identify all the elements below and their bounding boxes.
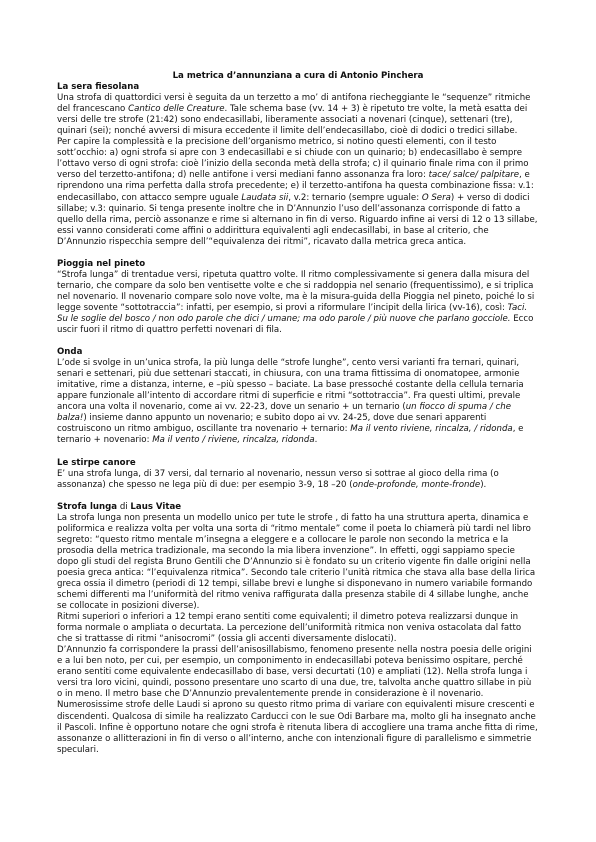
paragraph (57, 469, 539, 491)
page-title: La metrica d’annunziana a cura di Antonio Pinchera (172, 71, 424, 81)
text-run: , v.2: ternario (sempre uguale: (288, 192, 422, 203)
section-spacer (57, 336, 539, 347)
section-heading (57, 502, 539, 513)
italic-quote: Ma il vento / riviene, rincalza, ridonda (152, 435, 315, 446)
italic-quote: Laudata sii (241, 192, 289, 203)
section-heading (57, 259, 539, 270)
document-page (57, 71, 539, 756)
text-run: , e riprendono una rima perfetta dalla strofa precedente; e) il terzetto-antifona ha questa combinazione fissa: v.1: endecasillabo, con attacco sempre uguale (57, 170, 534, 203)
section-spacer (57, 248, 539, 259)
paragraph (57, 93, 539, 137)
section-heading-text: Le stirpe canore (57, 457, 136, 468)
text-run: . Tale schema base (vv. 14 + 3) è ripetuto tre volte, la metà esatta dei versi delle tre strofe (21:42) sono endecasillabi, liberamente associati a novenari (cinque), settenari (tre), quinari (sei); nonché avversi di misura eccedente il limite dell’endecasillabo, cioè di dodici o tredici sillabe. (57, 104, 528, 137)
section-heading-text: Strofa lunga (57, 501, 118, 512)
section-heading (57, 82, 539, 93)
text-run: . (314, 435, 318, 446)
paragraph (57, 513, 539, 612)
text-run: Per capire la complessità e la precisione dell’organismo metrico, si notino questi elementi, con il testo sott’occhio: a) ogni strofa si apre con 3 endecasillabi e si chiude con un quinario; b) endecasillabo è sempre l’ottavo verso di ogni strofa: cioè l’inizio della seconda metà della strofa; c) il quinario finale rima con il primo verso del terzetto-antifona; d) nelle antifone i versi mediani fanno assonanza fra loro: (57, 137, 529, 181)
text-run: ). (480, 479, 487, 490)
section-spacer (57, 491, 539, 502)
text-run: , e ternario + novenario: (57, 424, 524, 446)
text-run: L’ode si svolge in un’unica strofa, la più lunga delle “strofe lunghe”, cento versi varianti fra ternari, quinari, senari e settenari, più due settenari staccati, in chiusura, con una trama fittissima di onomatopee, armonie imitative, rime a distanza, interne, e –più spesso – baciate. La base pressoché costante della cellula ternaria appare funzionale all’intento di accordare ritmi di superficie e ritmi “sottotraccia”. Fra questi ultimi, prevale ancora una volta il novenario, come ai vv. 22-23, dove un senario + un ternario ( (57, 358, 524, 413)
section-heading-text: Pioggia nel pineto (57, 258, 146, 269)
text-run: D’Annunzio fa corrispondere la prassi dell’anisosillabismo, fenomeno presente nella nostra poesia delle origini e a lui ben noto, per cui, per esempio, un componimento in endecasillabi poteva benissimo ospitare, perché erano sentiti come equivalente endecasillabo di base, versi decurtati (10) e ampliati (12). Nella strofa lunga i versi tra loro vicini, quindi, possono presentare uno scarto di una due, tre, talvolta anche quattro sillabe in più o in meno. Il metro base che D’Annunzio prevalentemente prende in considerazione è il novenario. Numerosissime strofe delle Laudi si aprono su questo ritmo prima di variare con equivalenti misure crescenti e discendenti. Qualcosa di simile ha realizzato Carducci con le sue Odi Barbare ma, molto gli ha insegnato anche il Pascoli. Infine è opportuno notare che ogni strofa è ritenuta libera di accogliere una trama anche fitta di rime, assonanze o allitterazioni in fin di verso o all’interno, anche con intenzionali figure di parallelismo e simmetrie speculari. (57, 645, 538, 755)
section-spacer (57, 447, 539, 458)
section-heading-text: Onda (57, 347, 83, 358)
italic-quote: Taci. Su le soglie del bosco / non odo parole che dici / umane; ma odo parole / più nuove che parlano gocciole. (57, 302, 528, 324)
italic-quote: O Sera (421, 192, 451, 203)
text-run: Una strofa di quattordici versi è seguita da un terzetto a mo’ di antifona riecheggiante le “sequenze” ritmiche del francescano (57, 93, 531, 115)
section-heading (57, 347, 539, 358)
italic-quote: Ma il vento riviene, rincalza, / ridonda (350, 424, 513, 435)
paragraph (57, 358, 539, 446)
section-heading-text: La sera fiesolana (57, 82, 140, 93)
paragraph (57, 137, 539, 247)
italic-quote: onde-profonde, monte-fronde (352, 479, 481, 490)
text-run: La strofa lunga non presenta un modello unico per tute le strofe , di fatto ha una struttura aperta, dinamica e poliformica e realizza volta per volta una sorta di “ritmo mentale” come il poeta lo chiamerà più tardi nel libro segreto: “questo ritmo mentale m’insegna a eleggere e a collocare le parole non secondo la metrica e la prosodia della metrica tradizionale, ma secondo la mia libera invenzione”. In effetti, oggi sappiamo specie dopo gli studi del regista Bruno Gentili che D’Annunzio si è fondato su un criterio vigente fin dalle origini nella poesia greca antica: “l’equivalenza ritmica”. Secondo tale criterio l’unità ritmica che stava alla base della lirica greca ossia il dimetro (periodi di 12 tempi, sillabe brevi e lunghe si disponevano in numero variabile formando schemi differenti ma l’uniformità del ritmo veniva raffigurata dalla presenza stabile di 4 sillabe lunghe, anche se collocate in posizioni diverse). (57, 512, 536, 612)
text-run: ) insieme danno appunto un novenario; e subito dopo ai vv. 24-25, dove due senari apparenti costruiscono un ritmo ambiguo, oscillante tra novenario + ternario: (57, 413, 487, 435)
text-run: E’ una strofa lunga, di 37 versi, dal ternario al novenario, nessun verso si sottrae al gioco della rima (o assonanza) che spesso ne lega più di due: per esempio 3-9, 18 –20 ( (57, 468, 499, 490)
italic-quote: tace/ salce/ palpitare (428, 170, 520, 181)
text-run: Ecco uscir fuori il ritmo di quattro perfetti novenari di fila. (57, 313, 534, 336)
section-heading-connector: di (117, 501, 131, 512)
sections-container (57, 82, 539, 756)
text-run: Ritmi superiori o inferiori a 12 tempi erano sentiti come equivalenti; il dimetro poteva realizzarsi dunque in forma normale o ampliata o decurtata. La percezione dell’uniformità ritmica non veniva ostacolata dal fatto che si trattasse di ritmi “anisocromi” (ossia gli accenti diversamente dislocati). (57, 612, 522, 645)
italic-quote: un fiocco di spuma / che balza! (57, 402, 512, 424)
italic-quote: Cantico delle Creature (128, 104, 225, 115)
paragraph (57, 270, 539, 336)
text-run: ) + verso di dodici sillabe; v.3: quinario. Si tenga presente inoltre che in D’Annunzio l’uso dell’assonanza corrisponde di fatto a quello della rima, perciò assonanze e rime si alternano in fin di verso. Riguardo infine ai versi di 12 o 13 sillabe, essi vanno considerati come affini o addirittura equivalenti agli endecasillabi, in base al criterio, che D’Annunzio rispecchia sempre dell’“equivalenza dei ritmi”, ricavato dalla metrica greca antica. (57, 192, 538, 247)
section-heading (57, 458, 539, 469)
text-run: “Strofa lunga” di trentadue versi, ripetuta quattro volte. Il ritmo complessivamente si genera dalla misura del ternario, che compare da solo ben ventisette volte e che si raddoppia nel senario (frequentissimo), e si triplica nel novenario. Il novenario compare solo nove volte, ma è la misura-guida della Pioggia nel pineto, poiché lo si legge sovente “sottotraccia”: infatti, per esempio, si provi a riformulare l’incipit della lirica (vv-16), così: (57, 269, 535, 313)
section-heading-work-title: Laus Vitae (130, 501, 182, 512)
paragraph (57, 645, 539, 755)
paragraph (57, 612, 539, 645)
